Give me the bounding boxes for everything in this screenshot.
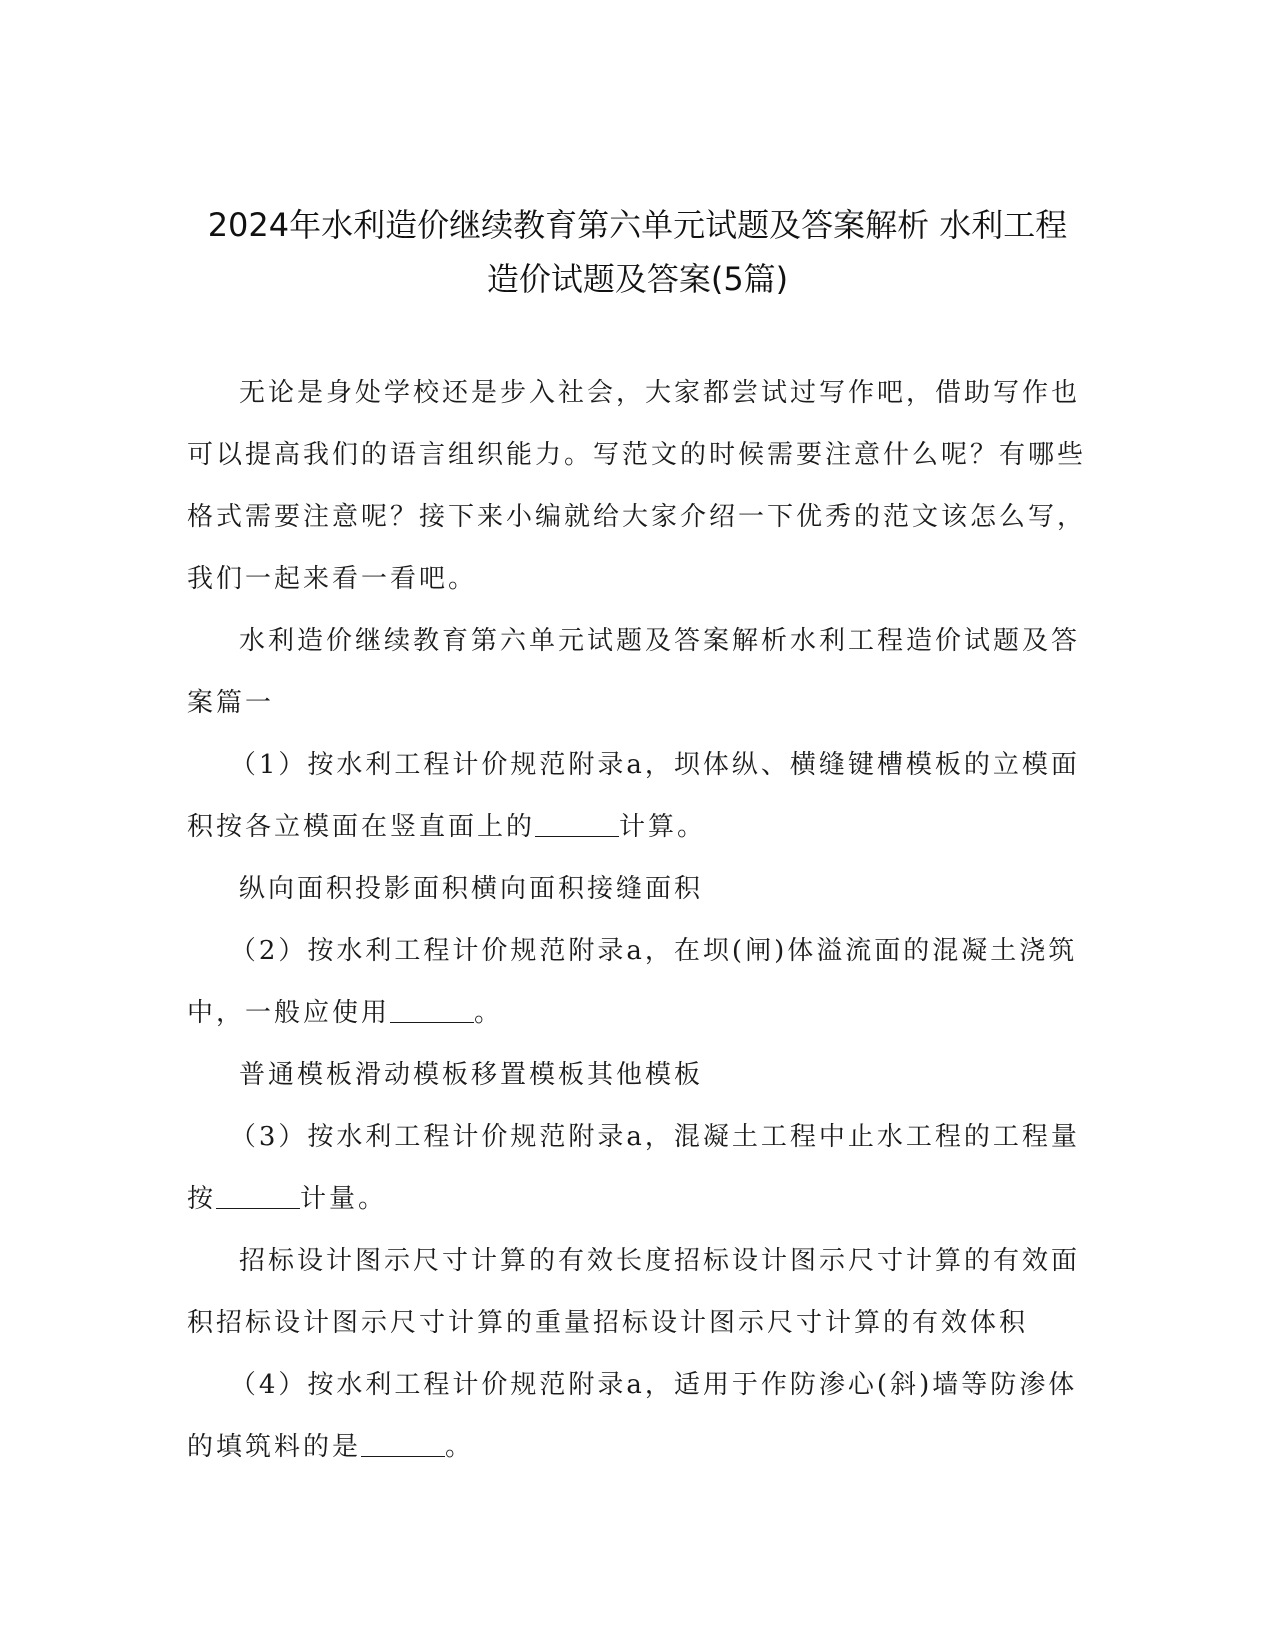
question-1-text: （1）按水利工程计价规范附录a，坝体纵、横缝键槽模板的立模面积按各立模面在竖直面上的 xyxy=(187,750,1080,842)
question-3-tail: 计量。 xyxy=(300,1184,388,1214)
question-1-options: 纵向面积投影面积横向面积接缝面积 xyxy=(239,874,704,904)
title-line-1: 2024年水利造价继续教育第六单元试题及答案解析 水利工程 xyxy=(207,206,1068,244)
question-1-tail: 计算。 xyxy=(619,812,707,842)
section-heading: 水利造价继续教育第六单元试题及答案解析水利工程造价试题及答案篇一 xyxy=(187,626,1081,718)
intro-paragraph: 无论是身处学校还是步入社会，大家都尝试过写作吧，借助写作也可以提高我们的语言组织能力。写范文的时候需要注意什么呢？有哪些格式需要注意呢？接下来小编就给大家介绍一下优秀的范文该怎么写，我们一起来看一看吧。 xyxy=(187,378,1087,594)
question-3-text: （3）按水利工程计价规范附录a，混凝土工程中止水工程的工程量按 xyxy=(187,1122,1080,1214)
document-body xyxy=(187,362,1087,1478)
question-3-options: 招标设计图示尺寸计算的有效长度招标设计图示尺寸计算的有效面积招标设计图示尺寸计算的重量招标设计图示尺寸计算的有效体积 xyxy=(187,1246,1081,1338)
question-2-text: （2）按水利工程计价规范附录a，在坝(闸)体溢流面的混凝土浇筑中，一般应使用 xyxy=(187,936,1078,1028)
answer-blank xyxy=(390,992,474,1023)
document-title xyxy=(150,198,1125,306)
answer-blank xyxy=(535,806,619,837)
title-line-2: 造价试题及答案(5篇) xyxy=(486,260,789,298)
question-4-tail: 。 xyxy=(445,1432,475,1462)
question-1 xyxy=(187,734,1087,858)
question-2 xyxy=(187,920,1087,1044)
answer-blank xyxy=(216,1178,300,1209)
question-4 xyxy=(187,1354,1087,1478)
question-4-text: （4）按水利工程计价规范附录a，适用于作防渗心(斜)墙等防渗体的填筑料的是 xyxy=(187,1370,1078,1462)
answer-blank xyxy=(361,1426,445,1457)
question-2-tail: 。 xyxy=(474,998,504,1028)
question-2-options: 普通模板滑动模板移置模板其他模板 xyxy=(239,1060,704,1090)
question-3 xyxy=(187,1106,1087,1230)
